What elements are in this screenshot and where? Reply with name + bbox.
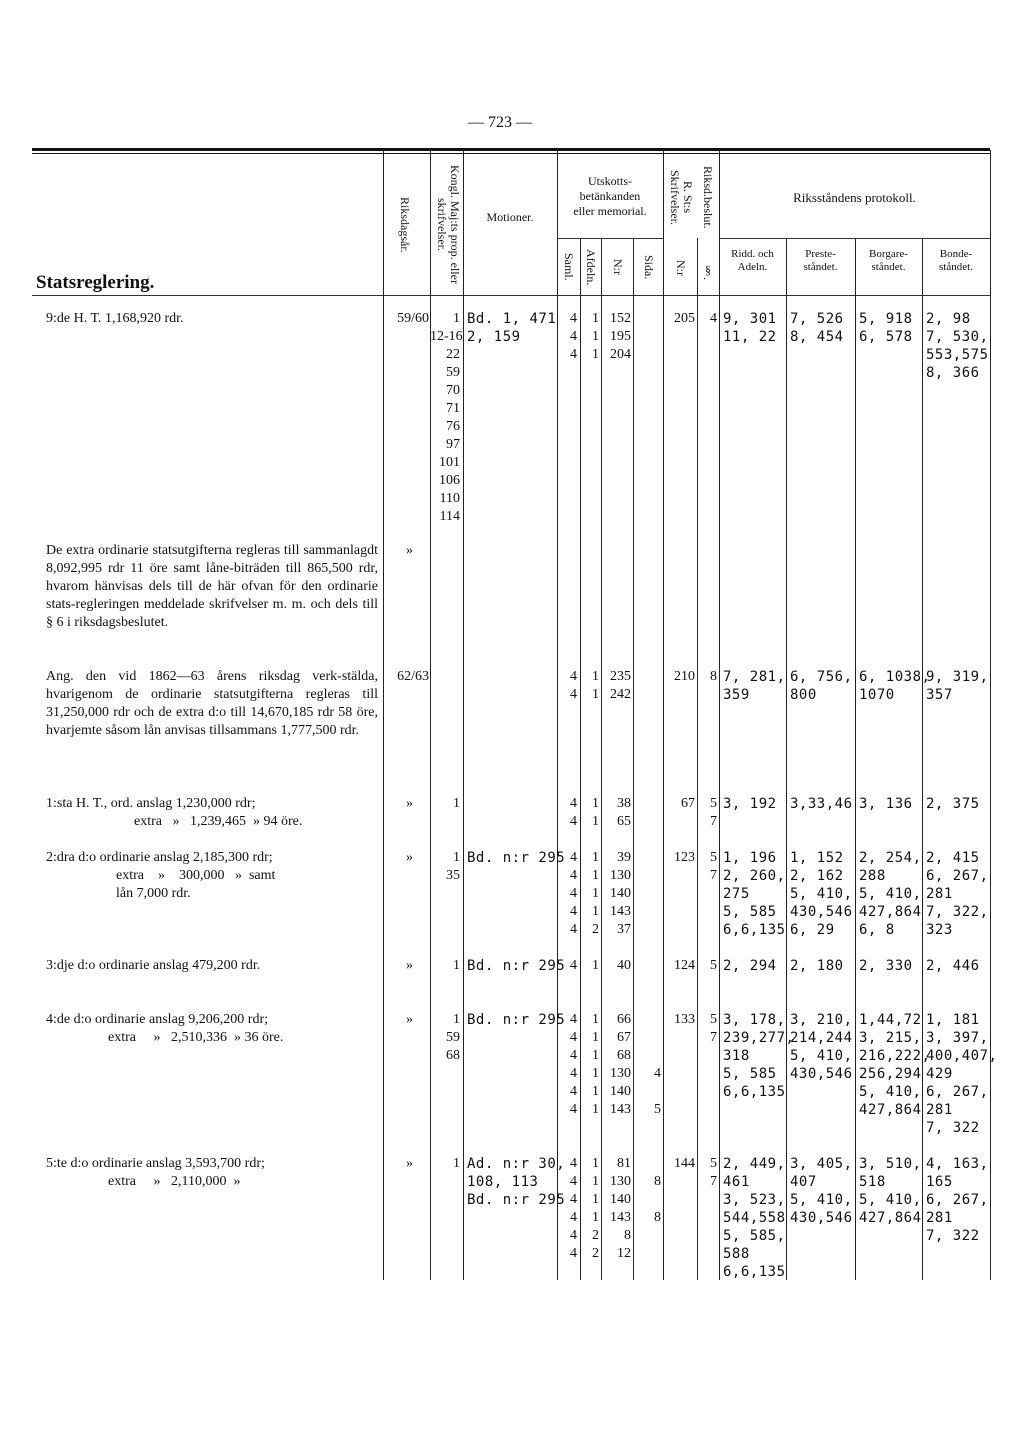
cell-motioner: Bd. n:r 295 <box>467 850 566 866</box>
header-utskotts: Utskotts- betänkanden eller memorial. <box>573 174 647 218</box>
header-borgare: Borgare- ståndet. <box>869 248 908 273</box>
cell-ar: » <box>406 796 413 811</box>
header-kongl: Kongl. Maj:ts prop. eller skrifvelser. <box>435 164 462 284</box>
cell-saml: 4 4 <box>570 669 577 702</box>
row-text: 9:de H. T. 1,168,920 rdr. <box>46 311 184 326</box>
page-number: — 723 — <box>468 114 532 131</box>
cell-ridd: 9, 301 11, 22 <box>723 311 777 345</box>
cell-kongl: 1 12-16 22 59 70 71 76 97 101 106 110 114 <box>430 311 463 524</box>
cell-saml: 4 <box>570 958 577 973</box>
cell-saml: 4 4 4 4 4 4 <box>570 1156 577 1261</box>
cell-par: 5 7 <box>710 1156 717 1189</box>
row-text-extra: extra » 2,110,000 » <box>108 1174 241 1189</box>
cell-rst-nr: 210 <box>674 669 695 684</box>
cell-par: 5 7 <box>710 850 717 883</box>
cell-par: 5 7 <box>710 796 717 829</box>
cell-rst-nr: 144 <box>674 1156 695 1171</box>
cell-motioner: Ad. n:r 30, 108, 113 Bd. n:r 295 <box>467 1156 566 1208</box>
cell-ridd: 3, 192 <box>723 796 777 812</box>
col-line <box>855 238 856 1280</box>
header-bonde: Bonde- ståndet. <box>939 248 973 273</box>
row-text: 1:sta H. T., ord. anslag 1,230,000 rdr; <box>46 796 256 811</box>
cell-motioner: Bd. n:r 295 <box>467 958 566 974</box>
cell-ar: » <box>406 850 413 865</box>
cell-motioner: Bd. 1, 471 2, 159 <box>467 311 557 345</box>
cell-preste: 7, 526 8, 454 <box>790 311 844 345</box>
cell-ridd: 3, 178, 239,277, 318 5, 585 6,6,135 <box>723 1012 795 1100</box>
cell-nr: 235 242 <box>610 669 631 702</box>
header-paragraf: §. <box>701 262 715 280</box>
cell-sida: 8 8 <box>654 1174 661 1225</box>
header-saml: Saml. <box>562 253 576 281</box>
cell-preste: 3, 405, 407 5, 410, 430,546 <box>790 1156 853 1226</box>
row-text: 3:dje d:o ordinarie anslag 479,200 rdr. <box>46 958 261 973</box>
row-text-extra: extra » 2,510,336 » 36 öre. <box>108 1030 284 1045</box>
cell-borgare: 2, 254, 288 5, 410, 427,864 6, 8 <box>859 850 922 938</box>
cell-nr: 40 <box>617 958 631 973</box>
row-text: 2:dra d:o ordinarie anslag 2,185,300 rdr; <box>46 850 273 865</box>
cell-bonde: 2, 98 7, 530, 553,575 8, 366 <box>926 311 989 381</box>
cell-kongl: 1 <box>453 958 460 973</box>
cell-preste: 6, 756, 800 <box>790 669 853 703</box>
header-sida: Sida. <box>642 254 656 280</box>
cell-par: 5 <box>710 958 717 973</box>
cell-saml: 4 4 4 4 4 4 <box>570 1012 577 1117</box>
cell-preste: 2, 180 <box>790 958 844 974</box>
col-line <box>697 238 698 1280</box>
cell-kongl: 1 59 68 <box>446 1012 460 1063</box>
section-title: Statsreglering. <box>36 272 155 293</box>
cell-saml: 4 4 4 <box>570 311 577 362</box>
header-riksdagsar: Riksdagsår. <box>398 197 412 253</box>
col-line <box>463 150 464 1280</box>
header-nr: N:r <box>611 259 625 275</box>
subheader-rule-utskott <box>557 238 663 239</box>
cell-borgare: 5, 918 6, 578 <box>859 311 913 345</box>
cell-bonde: 1, 181 3, 397, 400,407, 429 6, 267, 281 7, 322 <box>926 1012 998 1136</box>
cell-borgare: 6, 1038, 1070 <box>859 669 931 703</box>
col-line <box>922 238 923 1280</box>
row-text-extra: extra » 1,239,465 » 94 öre. <box>134 814 303 829</box>
cell-borgare: 1,44,72 3, 215, 216,222, 256,294 5, 410, 427,864 <box>859 1012 931 1118</box>
cell-ar: » <box>406 958 413 973</box>
header-motioner: Motioner. <box>486 210 534 224</box>
cell-preste: 3,33,46 <box>790 796 853 812</box>
cell-kongl: 1 35 <box>446 850 460 883</box>
col-line <box>580 238 581 1280</box>
cell-rst-nr: 205 <box>674 311 695 326</box>
cell-preste: 3, 210, 214,244 5, 410, 430,546 <box>790 1012 853 1082</box>
cell-ridd: 2, 449, 461 3, 523, 544,558 5, 585, 588 6,6,135 <box>723 1156 786 1280</box>
cell-rst-nr: 123 <box>674 850 695 865</box>
cell-afdeln: 1 1 <box>592 669 599 702</box>
cell-motioner: Bd. n:r 295 <box>467 1012 566 1028</box>
col-line <box>719 150 720 1280</box>
top-rule-thin <box>32 153 990 154</box>
row-text: 5:te d:o ordinarie anslag 3,593,700 rdr; <box>46 1156 265 1171</box>
cell-sida: 4 5 <box>654 1066 661 1117</box>
header-preste: Preste- ståndet. <box>803 248 838 273</box>
cell-ridd: 1, 196 2, 260, 275 5, 585 6,6,135 <box>723 850 786 938</box>
header-r-nr: N:r <box>674 260 688 276</box>
cell-bonde: 2, 415 6, 267, 281 7, 322, 323 <box>926 850 989 938</box>
cell-afdeln: 1 1 1 1 2 2 <box>592 1156 599 1261</box>
cell-borgare: 3, 136 <box>859 796 913 812</box>
cell-par: 4 <box>710 311 717 326</box>
row-text: 4:de d:o ordinarie anslag 9,206,200 rdr; <box>46 1012 269 1027</box>
cell-ridd: 7, 281, 359 <box>723 669 786 703</box>
header-r-sts: R. St:s Skrifvelser. <box>668 169 695 225</box>
cell-afdeln: 1 1 <box>592 796 599 829</box>
cell-ar: » <box>406 1156 413 1171</box>
cell-afdeln: 1 <box>592 958 599 973</box>
cell-bonde: 2, 446 <box>926 958 980 974</box>
cell-afdeln: 1 1 1 <box>592 311 599 362</box>
col-line <box>601 238 602 1280</box>
row-text: Ang. den vid 1862—63 årens riksdag verk-stälda, hvarigenom de ordinarie statsutgifterna regleras till 31,250,000 rdr och de extra d:o till 14,670,185 rdr 58 öre, hvarjemte såsom lån anvisas tillsammans 1,777,500 rdr. <box>46 669 378 738</box>
row-text-extra: extra » 300,000 » samt <box>116 868 276 883</box>
cell-afdeln: 1 1 1 1 2 <box>592 850 599 937</box>
cell-ar: » <box>406 1012 413 1027</box>
cell-nr: 39 130 140 143 37 <box>610 850 631 937</box>
cell-afdeln: 1 1 1 1 1 1 <box>592 1012 599 1117</box>
cell-nr: 38 65 <box>617 796 631 829</box>
cell-kongl: 1 <box>453 1156 460 1171</box>
cell-ar: » <box>406 543 413 558</box>
cell-par: 8 <box>710 669 717 684</box>
cell-saml: 4 4 <box>570 796 577 829</box>
cell-nr: 66 67 68 130 140 143 <box>610 1012 631 1117</box>
cell-bonde: 9, 319, 357 <box>926 669 989 703</box>
cell-bonde: 2, 375 <box>926 796 980 812</box>
cell-preste: 1, 152 2, 162 5, 410, 430,546 6, 29 <box>790 850 853 938</box>
cell-nr: 152 195 204 <box>610 311 631 362</box>
cell-rst-nr: 124 <box>674 958 695 973</box>
cell-bonde: 4, 163, 165 6, 267, 281 7, 322 <box>926 1156 989 1244</box>
cell-rst-nr: 133 <box>674 1012 695 1027</box>
header-riksd-beslut: Riksd.beslut. <box>701 165 715 229</box>
cell-nr: 81 130 140 143 8 12 <box>610 1156 631 1261</box>
cell-borgare: 3, 510, 518 5, 410, 427,864 <box>859 1156 922 1226</box>
cell-borgare: 2, 330 <box>859 958 913 974</box>
row-text: De extra ordinarie statsutgifterna regleras till sammanlagdt 8,092,995 rdr 11 öre samt låne-biträden till 865,500 rdr, hvarom hänvisas dels till de här ofvan för den ordinarie stats-regleringen meddelade skrifvelser m. m. och dels till § 6 i riksdagsbeslutet. <box>46 543 378 630</box>
cell-kongl: 1 <box>453 796 460 811</box>
top-rule-thick <box>32 148 990 151</box>
cell-saml: 4 4 4 4 4 <box>570 850 577 937</box>
row-text-extra: lån 7,000 rdr. <box>116 886 191 901</box>
header-afdeln: Afdeln. <box>584 248 598 286</box>
col-line <box>633 238 634 1280</box>
cell-ar: 59/60 <box>397 311 429 326</box>
cell-ridd: 2, 294 <box>723 958 777 974</box>
cell-par: 5 7 <box>710 1012 717 1045</box>
cell-ar: 62/63 <box>397 669 429 684</box>
header-ridd: Ridd. och Adeln. <box>731 248 774 273</box>
header-bottom-rule <box>32 295 990 296</box>
header-protokoll: Riksståndens protokoll. <box>793 190 916 205</box>
cell-rst-nr: 67 <box>681 796 695 811</box>
col-line <box>786 238 787 1280</box>
